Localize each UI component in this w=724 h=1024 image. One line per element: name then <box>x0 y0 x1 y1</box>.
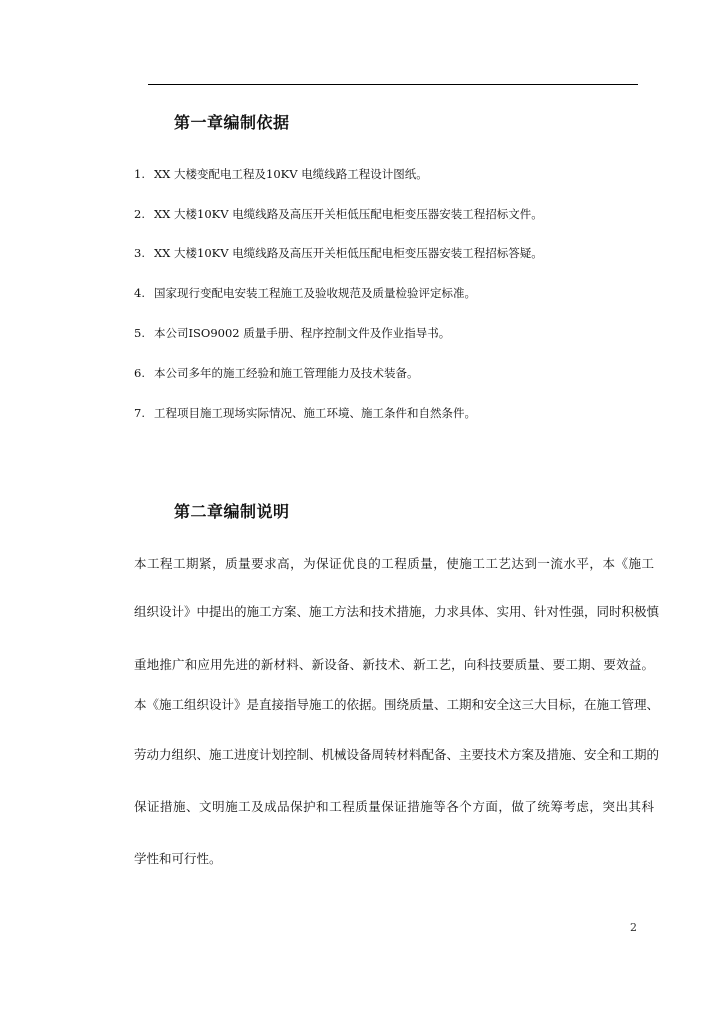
basis-item-number: 3. <box>134 246 145 260</box>
description-line-7: 学性和可行性。 <box>134 851 222 866</box>
basis-item-text: 工程项目施工现场实际情况、施工环境、施工条件和自然条件。 <box>154 406 476 420</box>
basis-item-number: 4. <box>134 286 145 300</box>
basis-item-1 <box>134 166 428 182</box>
basis-item-3 <box>134 245 543 261</box>
description-line-6: 保证措施、文明施工及成品保护和工程质量保证措施等各个方面，做了统筹考虑，突出其科 <box>134 799 654 814</box>
description-line-4: 本《施工组织设计》是直接指导施工的依据。围绕质量、工期和安全这三大目标，在施工管理、 <box>134 697 660 712</box>
basis-item-text: 国家现行变配电安装工程施工及验收规范及质量检验评定标准。 <box>154 286 476 300</box>
basis-item-text: 本公司多年的施工经验和施工管理能力及技术装备。 <box>154 366 419 380</box>
description-line-3: 重地推广和应用先进的新材料、新设备、新技术、新工艺，向科技要质量、要工期、要效益。 <box>134 657 654 672</box>
basis-item-number: 7. <box>134 406 145 420</box>
basis-item-number: 5. <box>134 326 145 340</box>
basis-item-6 <box>134 365 419 381</box>
basis-item-text: 本公司ISO9002 质量手册、程序控制文件及作业指导书。 <box>154 326 451 340</box>
basis-item-2 <box>134 206 543 222</box>
chapter-2-title: 第二章编制说明 <box>174 502 290 521</box>
description-line-2: 组织设计》中提出的施工方案、施工方法和技术措施，力求具体、实用、针对性强，同时积极慎 <box>134 604 660 619</box>
header-rule <box>148 84 638 85</box>
basis-item-text: XX 大楼变配电工程及10KV 电缆线路工程设计图纸。 <box>154 167 428 181</box>
basis-item-text: XX 大楼10KV 电缆线路及高压开关柜低压配电柜变压器安装工程招标答疑。 <box>154 246 543 260</box>
basis-item-4 <box>134 285 476 301</box>
description-line-5: 劳动力组织、施工进度计划控制、机械设备周转材料配备、主要技术方案及措施、安全和工期的 <box>134 747 660 762</box>
basis-item-5 <box>134 325 450 341</box>
page-number: 2 <box>630 921 637 934</box>
basis-item-number: 1. <box>134 167 145 181</box>
basis-item-text: XX 大楼10KV 电缆线路及高压开关柜低压配电柜变压器安装工程招标文件。 <box>154 207 543 221</box>
chapter-1-title: 第一章编制依据 <box>174 113 290 132</box>
basis-item-number: 2. <box>134 207 145 221</box>
description-line-1: 本工程工期紧，质量要求高，为保证优良的工程质量，使施工工艺达到一流水平，本《施工 <box>134 556 654 571</box>
basis-item-7 <box>134 405 476 421</box>
basis-item-number: 6. <box>134 366 145 380</box>
